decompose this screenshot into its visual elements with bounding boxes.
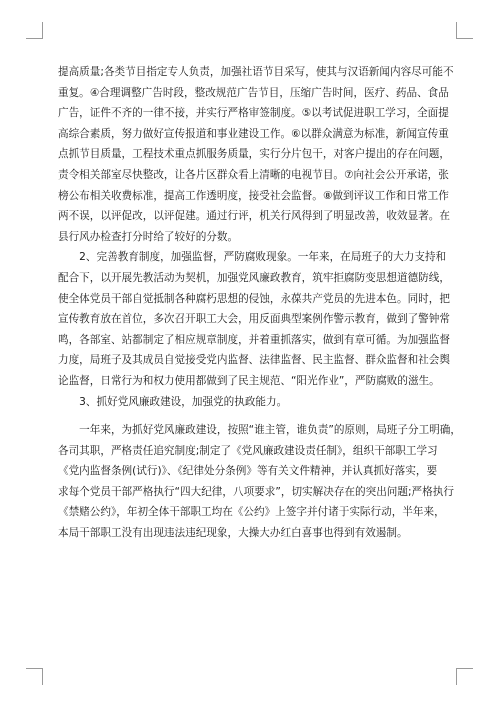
text-line: 鸣，各部室、站都制定了相应规章制度，并着重抓落实，做到有章可循。为加强监督 [58, 333, 450, 346]
crop-mark-top-right [456, 22, 473, 39]
text-line: 使全体党员干部自觉抵制各种腐朽思想的侵蚀，永葆共产党员的先进本色。同时，把 [58, 292, 450, 305]
text-line: 两不误，以评促改，以评促建。通过行评，机关行风得到了明显改善，收效显著。在 [58, 210, 450, 223]
crop-mark-bottom-left [26, 668, 43, 685]
text-line: 县行风办检查打分时给了较好的分数。 [58, 230, 239, 243]
crop-mark-bottom-right [456, 668, 473, 685]
paragraph-gap [58, 412, 446, 420]
text-line: 各司其职，严格责任追究制度;制定了《党风廉政建设责任制》，组织干部职工学习 [58, 444, 438, 457]
text-line: 一年来，为抓好党风廉政建设，按照“谁主管，谁负责”的原则，局班子分工明确， [58, 424, 461, 437]
text-line: 《党内监督条例(试行)》、《纪律处分条例》等有关文件精神，并认真抓好落实，要 [58, 465, 438, 478]
text-line: 榜公布相关收费标准，提高工作透明度，接受社会监督。⑧做到评议工作和日常工作 [58, 189, 449, 202]
text-line: 本局干部职工没有出现违法违纪现象，大操大办红白喜事也得到有效遏制。 [58, 527, 408, 540]
text-line: 高综合素质，努力做好宣传报道和事业建设工作。⑥以群众满意为标准，新闻宣传重 [58, 127, 449, 140]
text-line: 宣传教育放在首位，多次召开职工大会，用反面典型案例作警示教育，做到了警钟常 [58, 313, 450, 326]
text-line: 点抓节目质量，工程技术重点抓服务质量，实行分片包干，对客户提出的存在问题， [58, 148, 450, 161]
section-heading-2: 2、完善教育制度，加强监督，严防腐败现象。一年来，在局班子的大力支持和 [58, 251, 447, 264]
text-line: 广告，证件不齐的一律不接，并实行严格审签制度。⑤以考试促进职工学习，全面提 [58, 107, 449, 120]
document-body [58, 62, 461, 544]
text-line: 配合下，以开展先教活动为契机，加强党风廉政教育，筑牢拒腐防变思想道德防线， [58, 271, 450, 284]
text-line: 求每个党员干部严格执行“四大纪律，八项要求”，切实解决存在的突出问题;严格执行 [58, 485, 454, 498]
text-line: 提高质量;各类节目指定专人负责，加强社语节目采写，使其与汉语新闻内容尽可能不 [58, 66, 454, 78]
text-line: 《禁赌公约》，年初全体干部职工均在《公约》上签字并付诸于实际行动，半年来， [58, 506, 445, 519]
text-line: 论监督，日常行为和权力使用都做到了民主规范、“阳光作业”，严防腐败的滋生。 [58, 374, 440, 387]
text-line: 责令相关部室尽快整改，让各片区群众看上清晰的电视节目。⑦向社会公开承诺，张 [58, 168, 449, 181]
text-line: 重复。④合理调整广告时段，整改规范广告节目，压缩广告时间，医疗、药品、食品 [58, 86, 449, 99]
text-line: 力度，局班子及其成员自觉接受党内监督、法律监督、民主监督、群众监督和社会舆 [58, 354, 450, 367]
section-heading-3: 3、抓好党风廉政建设，加强党的执政能力。 [58, 395, 288, 408]
crop-mark-top-left [26, 22, 43, 39]
